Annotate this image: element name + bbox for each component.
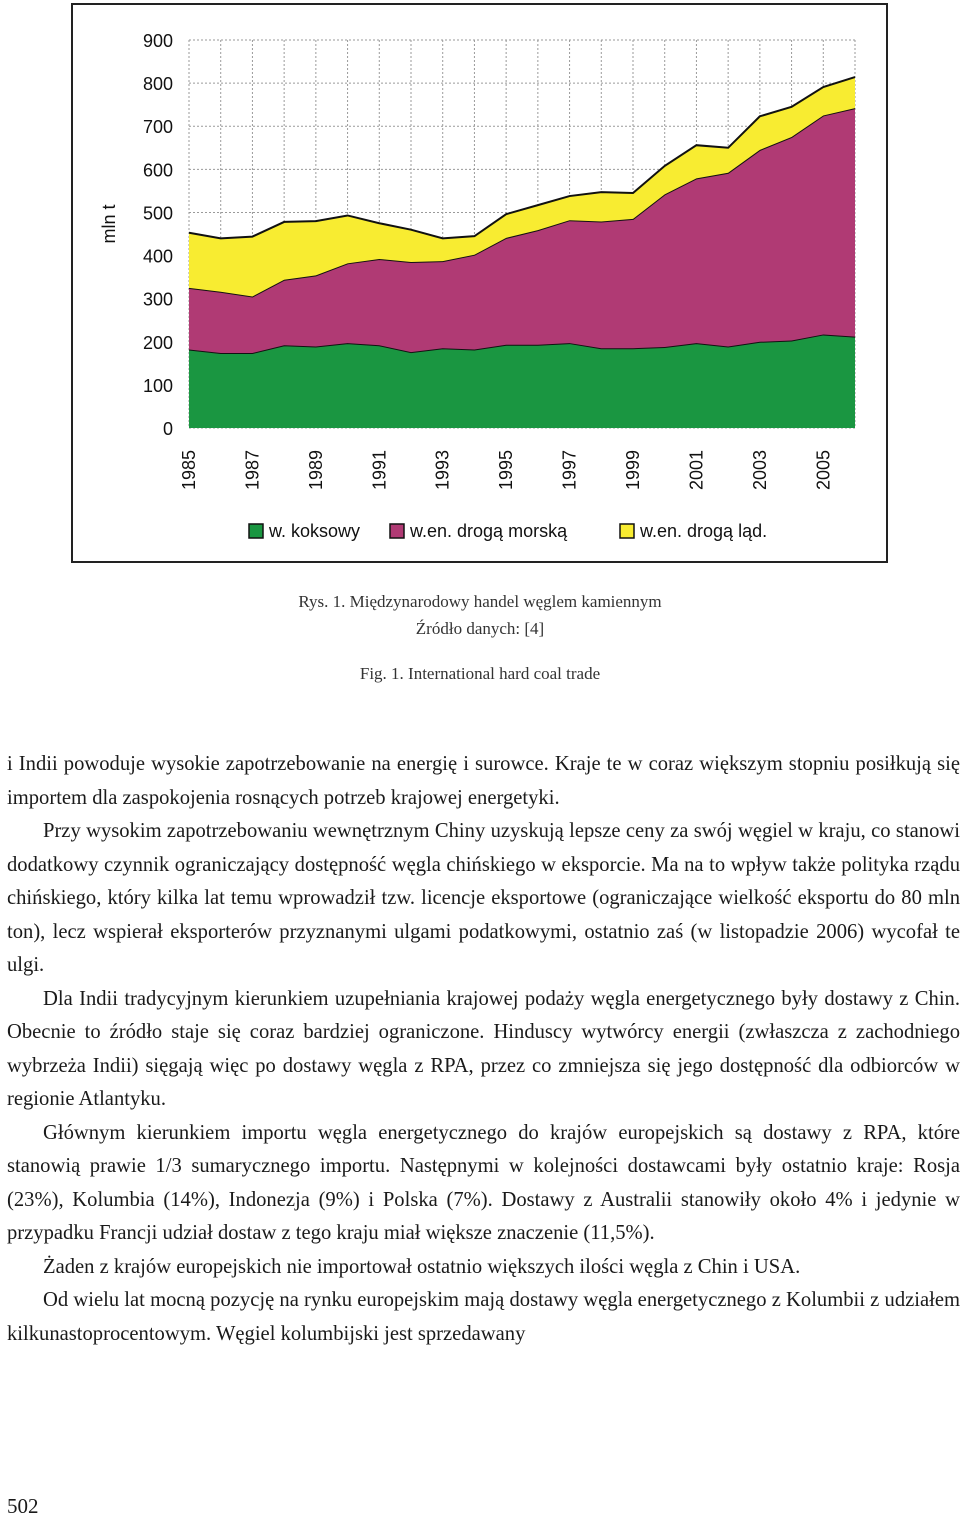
paragraph: i Indii powoduje wysokie zapotrzebowanie na energię i surowce. Kraje te w coraz większym stopniu posiłkują się importem dla zaspokojenia rosnących potrzeb krajowej energetyki.: [7, 753, 960, 809]
paragraph: Dla Indii tradycyjnym kierunkiem uzupełniania krajowej podaży węgla energetycznego były dostawy z Chin. Obecnie to źródło staje się coraz bardziej ograniczone. Hinduscy wytwórcy energii (zwłaszcza z zachodniego wybrzeża Indii) sięgają więc po dostawy węgla z RPA, przez co zmniejsza się jego dostępność dla odbiorców w regionie Atlantyku.: [7, 987, 960, 1110]
x-tick-label: 1987: [242, 449, 263, 490]
legend-label: w.en. drogą ląd.: [640, 521, 768, 541]
y-tick-label: 400: [142, 246, 173, 267]
x-tick-label: 1997: [559, 449, 580, 490]
paragraph: Przy wysokim zapotrzebowaniu wewnętrznym Chiny uzyskują lepsze ceny za swój węgiel w kraju, co stanowi dodatkowy czynnik ograniczający dostępność węgla chińskiego w eksporcie. Ma na to wpływ także polityka rządu chińskiego, który kilka lat temu wprowadził tzw. licencje eksportowe (ograniczające wielkość eksportu do 80 mln ton), lecz wspierał eksporterów przyznanymi ulgami podatkowymi, ostatnio zaś (w listopadzie 2006) wycofał te ulgi.: [7, 820, 960, 976]
y-tick-label: 0: [162, 419, 173, 439]
paragraph: Żaden z krajów europejskich nie importował ostatnio większych ilości węgla z Chin i USA.: [43, 1255, 801, 1278]
paragraph: Głównym kierunkiem importu węgla energetycznego do krajów europejskich są dostawy z RPA, które stanowią prawie 1/3 sumarycznego importu. Następnymi w kolejności dostawcami były ostatnio kraje: Rosja (23%), Kolumbia (14%), Indonezja (9%) i Polska (7%). Dostawy z Australii stanowiły około 4% i jedynie w przypadku Francji udział dostaw z tego kraju miał większe znaczenie (11,5%).: [7, 1121, 960, 1244]
coal-trade-chart: [73, 5, 886, 561]
y-tick-label: 100: [142, 375, 173, 396]
legend-swatch: [249, 524, 263, 538]
legend-label: w.en. drogą morską: [410, 521, 568, 541]
y-tick-label: 300: [142, 289, 173, 310]
y-tick-label: 700: [142, 117, 173, 138]
x-tick-label: 2005: [813, 449, 834, 490]
figure-caption-en: Fig. 1. International hard coal trade: [359, 664, 601, 683]
figure-caption-pl: Rys. 1. Międzynarodowy handel węglem kamiennym: [298, 592, 662, 611]
y-axis-label: mln t: [99, 204, 119, 244]
x-tick-label: 1985: [179, 449, 199, 490]
x-tick-label: 1995: [496, 449, 517, 490]
figure-source: Źródło danych: [4]: [415, 619, 545, 638]
area-series: [189, 334, 855, 428]
y-tick-label: 500: [142, 203, 173, 224]
legend-swatch: [390, 524, 404, 538]
x-tick-label: 2001: [686, 449, 707, 490]
x-tick-label: 2003: [749, 449, 770, 490]
x-tick-label: 1991: [369, 449, 390, 490]
body-text: [7, 748, 960, 1351]
y-tick-label: 200: [142, 332, 173, 353]
x-tick-label: 1989: [305, 449, 326, 490]
chart-frame: [71, 3, 888, 563]
legend-label: w. koksowy: [269, 521, 361, 541]
legend-swatch: [620, 524, 634, 538]
paragraph: Od wielu lat mocną pozycję na rynku europejskim mają dostawy węgla energetycznego z Kolumbii z udziałem kilkunastoprocentowym. Węgiel kolumbijski jest sprzedawany: [7, 1289, 960, 1345]
y-tick-label: 900: [142, 31, 173, 51]
x-tick-label: 1999: [623, 449, 643, 490]
y-tick-label: 600: [142, 160, 173, 181]
y-tick-label: 800: [142, 74, 173, 95]
page-number: 502: [7, 1494, 39, 1518]
x-tick-label: 1993: [432, 449, 453, 490]
